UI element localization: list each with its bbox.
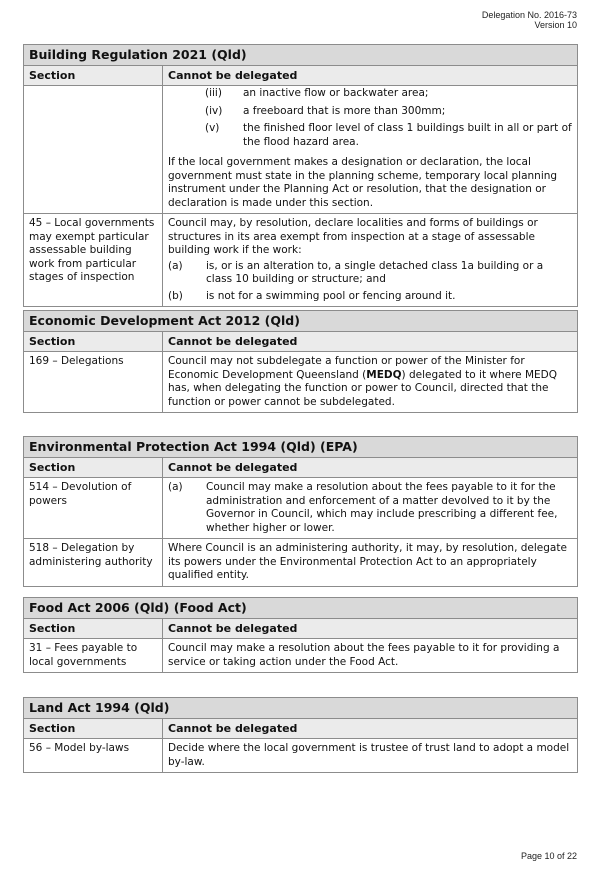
list-item — [168, 290, 572, 304]
section-cell: 45 – Local governments may exempt particular assessable building work from particular stages of inspection — [24, 214, 163, 307]
column-header-cannot-delegate: Cannot be delegated — [163, 331, 578, 352]
content-cell — [163, 478, 578, 539]
column-header-section: Section — [24, 618, 163, 639]
table-title: Food Act 2006 (Qld) (Food Act) — [24, 598, 578, 619]
table-row — [24, 539, 578, 587]
defined-term: MEDQ — [366, 368, 402, 381]
list-item — [168, 87, 572, 101]
table-title: Environmental Protection Act 1994 (Qld) (EPA) — [24, 437, 578, 458]
table-row — [24, 214, 578, 307]
list-number: (a) — [168, 481, 183, 493]
list-text: the finished floor level of class 1 buildings built in all or part of the flood hazard area. — [243, 122, 572, 148]
column-header-cannot-delegate: Cannot be delegated — [163, 65, 578, 86]
list-number: (iii) — [205, 87, 222, 99]
column-header-section: Section — [24, 65, 163, 86]
list-number: (v) — [205, 122, 220, 134]
list-number: (b) — [168, 289, 183, 302]
column-header-section: Section — [24, 331, 163, 352]
text-before: Council may not subdelegate a function or power of the Minister for Economic Development Queensland ( — [168, 355, 525, 381]
table-title: Building Regulation 2021 (Qld) — [24, 45, 578, 66]
building-regulation-table — [23, 44, 578, 307]
section-cell: 169 – Delegations — [24, 352, 163, 413]
list-item — [168, 122, 572, 149]
land-act-table — [23, 697, 578, 773]
table-title: Economic Development Act 2012 (Qld) — [24, 311, 578, 332]
paragraph: Council may, by resolution, declare localities and forms of buildings or structures in its area exempt from inspection at a stage of assessable building work if the work: — [168, 217, 538, 256]
list-item — [168, 481, 572, 535]
table-title: Land Act 1994 (Qld) — [24, 698, 578, 719]
table-row — [24, 639, 578, 673]
delegation-number: Delegation No. 2016-73 — [481, 10, 577, 20]
content-cell: Decide where the local government is trustee of trust land to adopt a model by-law. — [163, 739, 578, 773]
section-cell: 514 – Devolution of powers — [24, 478, 163, 539]
content-cell — [163, 214, 578, 307]
column-header-cannot-delegate: Cannot be delegated — [163, 457, 578, 478]
paragraph: If the local government makes a designation or declaration, the local government must state in the planning scheme, temporary local planning instrument under the Planning Act or resolution, that the designation or declaration is made under this section. — [168, 156, 558, 209]
list-item — [168, 260, 572, 287]
list-item — [168, 105, 572, 119]
list-text: is not for a swimming pool or fencing around it. — [206, 289, 456, 302]
content-cell: Council may make a resolution about the fees payable to it for providing a service or taking action under the Food Act. — [163, 639, 578, 673]
section-cell: 518 – Delegation by administering authority — [24, 539, 163, 587]
section-cell — [24, 86, 163, 214]
list-text: a freeboard that is more than 300mm; — [243, 104, 446, 117]
list-number: (a) — [168, 259, 183, 272]
environmental-protection-table — [23, 436, 578, 587]
column-header-section: Section — [24, 718, 163, 739]
content-cell: Where Council is an administering authority, it may, by resolution, delegate its powers under the Environmental Protection Act to an appropriately qualified entity. — [163, 539, 578, 587]
column-header-cannot-delegate: Cannot be delegated — [163, 618, 578, 639]
table-row — [24, 478, 578, 539]
list-text: an inactive flow or backwater area; — [243, 87, 429, 99]
list-text: is, or is an alteration to, a single detached class 1a building or a class 10 building or structure; and — [206, 259, 544, 285]
column-header-section: Section — [24, 457, 163, 478]
list-text: Council may make a resolution about the fees payable to it for the administration and enforcement of a matter devolved to it by the Governor in Council, which may include prescribing a different fee, whether higher or lower. — [206, 481, 558, 534]
section-cell: 56 – Model by-laws — [24, 739, 163, 773]
version-label: Version 10 — [534, 20, 577, 30]
food-act-table — [23, 597, 578, 673]
table-row — [24, 86, 578, 214]
column-header-cannot-delegate: Cannot be delegated — [163, 718, 578, 739]
table-row — [24, 739, 578, 773]
text-after: ) delegated to it where MEDQ has, when delegating the function or power to Council, directed that the function or power cannot be subdelegated. — [168, 368, 558, 408]
section-cell: 31 – Fees payable to local governments — [24, 639, 163, 673]
content-cell — [163, 86, 578, 214]
table-row — [24, 352, 578, 413]
content-cell — [163, 352, 578, 413]
economic-development-table — [23, 310, 578, 413]
document-header — [482, 10, 577, 30]
page-number: Page 10 of 22 — [520, 851, 577, 861]
list-number: (iv) — [205, 104, 223, 117]
